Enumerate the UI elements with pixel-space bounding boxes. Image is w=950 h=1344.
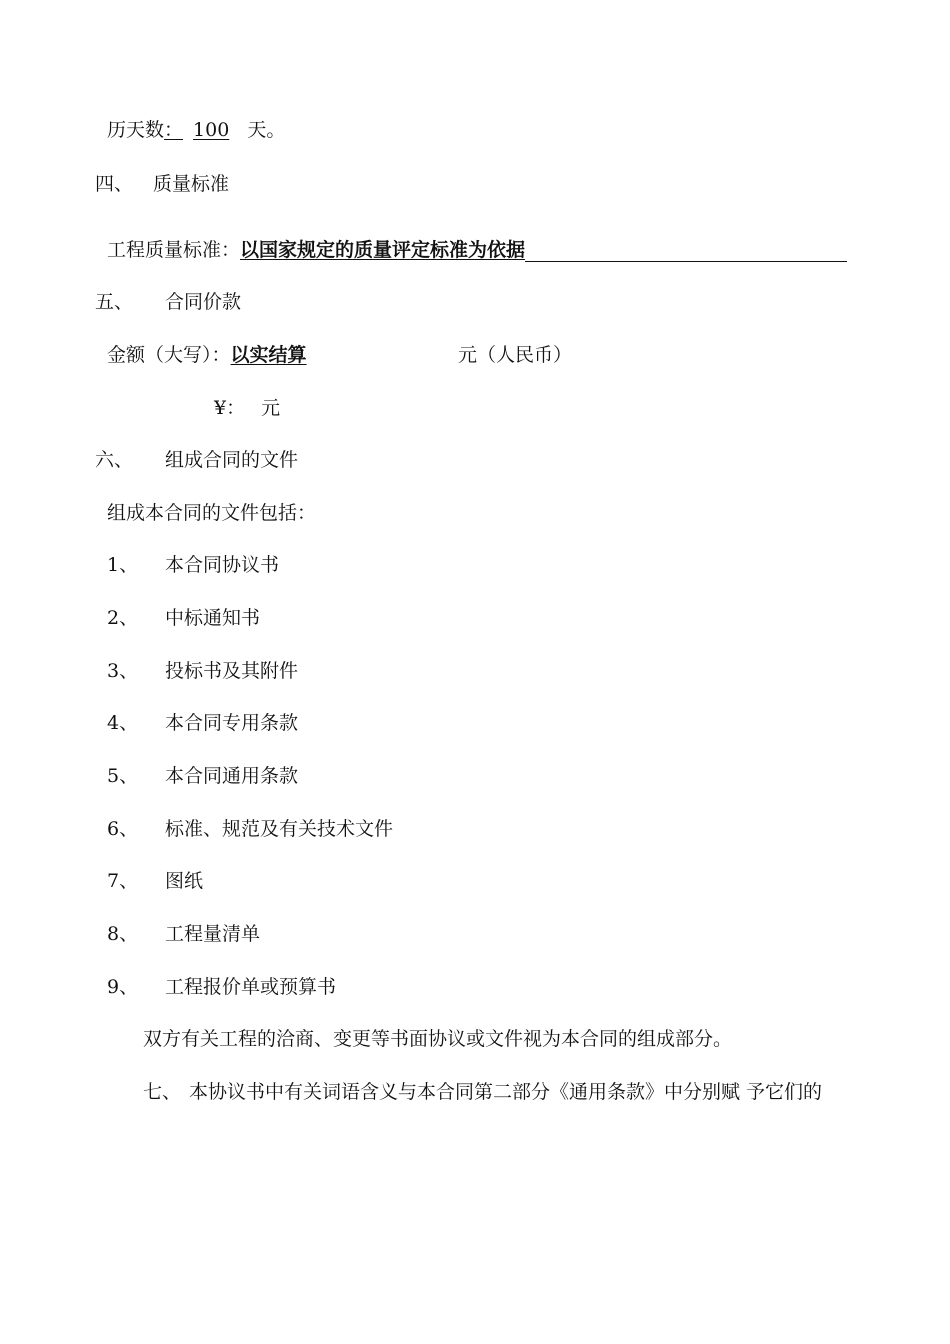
list-item bbox=[107, 659, 298, 683]
section-six-title: 组成合同的文件 bbox=[165, 449, 299, 471]
quality-standard-value: 以国家规定的质量评定标准为依据 bbox=[240, 239, 526, 261]
quality-standard-blank bbox=[525, 241, 847, 262]
list-item-number: 3、 bbox=[107, 660, 139, 682]
list-item-text: 投标书及其附件 bbox=[165, 660, 299, 682]
list-item bbox=[107, 922, 260, 946]
list-item-number: 1、 bbox=[107, 554, 139, 576]
list-item-number: 2、 bbox=[107, 607, 139, 629]
section-five-title: 合同价款 bbox=[165, 291, 242, 313]
calendar-days-label: 历天数 bbox=[107, 119, 165, 141]
calendar-days-value: 100 bbox=[193, 119, 230, 141]
list-item-number: 4、 bbox=[107, 712, 139, 734]
list-item-text: 标准、规范及有关技术文件 bbox=[165, 818, 394, 840]
price-yen-line bbox=[214, 396, 280, 420]
section-four-title: 质量标准 bbox=[153, 173, 230, 195]
list-item-text: 图纸 bbox=[165, 870, 204, 892]
list-item-number: 8、 bbox=[107, 923, 139, 945]
list-item bbox=[107, 711, 298, 735]
list-item-text: 中标通知书 bbox=[165, 607, 261, 629]
list-item-text: 工程报价单或预算书 bbox=[165, 976, 337, 998]
section-four-heading bbox=[95, 172, 229, 196]
list-item bbox=[107, 764, 298, 788]
list-item-number: 9、 bbox=[107, 976, 139, 998]
list-item-text: 本合同专用条款 bbox=[165, 712, 299, 734]
quality-standard-label: 工程质量标准： bbox=[107, 239, 241, 261]
documents-intro: 组成本合同的文件包括： bbox=[107, 502, 317, 524]
list-item bbox=[107, 606, 260, 630]
section-six-number: 六、 bbox=[95, 449, 134, 471]
list-item bbox=[107, 869, 203, 893]
list-item bbox=[107, 553, 279, 577]
list-item-number: 7、 bbox=[107, 870, 139, 892]
list-item bbox=[107, 817, 393, 841]
price-unit: 元（人民币） bbox=[458, 344, 573, 366]
section-five-heading bbox=[95, 290, 241, 314]
price-yen-unit: 元 bbox=[261, 397, 281, 419]
calendar-days-line bbox=[107, 118, 285, 142]
price-value: 以实结算 bbox=[230, 344, 307, 366]
section-seven-text: 本协议书中有关词语含义与本合同第二部分《通用条款》中分别赋 予它们的 bbox=[189, 1081, 823, 1103]
price-line bbox=[107, 343, 307, 367]
section-four-number: 四、 bbox=[95, 173, 134, 195]
section-six-heading bbox=[95, 448, 298, 472]
list-item-text: 本合同协议书 bbox=[165, 554, 280, 576]
supplement-paragraph: 双方有关工程的洽商、变更等书面协议或文件视为本合同的组成部分。 bbox=[143, 1028, 733, 1050]
section-seven-number: 七、 bbox=[143, 1081, 182, 1103]
section-five-number: 五、 bbox=[95, 291, 134, 313]
list-item-text: 本合同通用条款 bbox=[165, 765, 299, 787]
list-item bbox=[107, 975, 336, 999]
list-item-number: 6、 bbox=[107, 818, 139, 840]
quality-standard-line bbox=[107, 238, 847, 262]
price-yen-symbol: ¥： bbox=[214, 397, 246, 419]
price-label: 金额（大写）： bbox=[107, 344, 231, 366]
list-item-text: 工程量清单 bbox=[165, 923, 261, 945]
calendar-days-unit: 天。 bbox=[247, 119, 286, 141]
section-seven-paragraph bbox=[143, 1080, 822, 1104]
list-item-number: 5、 bbox=[107, 765, 139, 787]
calendar-days-colon: ： bbox=[164, 119, 184, 141]
